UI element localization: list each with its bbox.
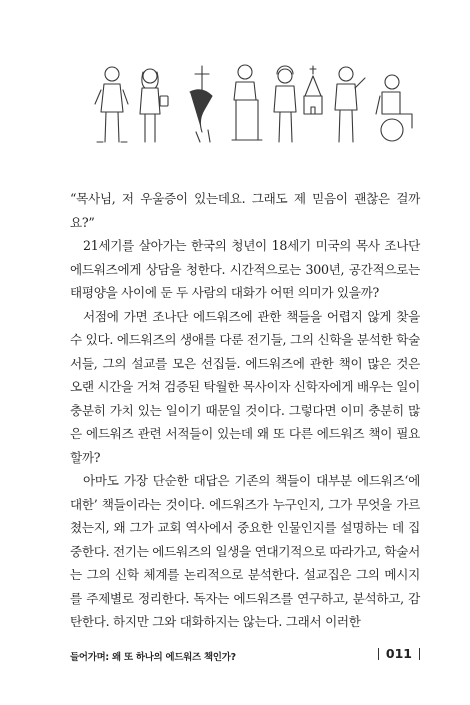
figure-wheelchair-icon [376,75,412,141]
header-illustration [0,0,470,150]
figure-woman-icon [140,69,168,142]
folio-divider [419,648,420,660]
figure-waving-icon [335,67,365,142]
page-number-group [378,646,420,661]
running-title: 들어가며: 왜 또 하나의 에드워즈 책인가? [70,652,236,663]
church-icon [304,66,322,114]
paragraph: 아마도 가장 단순한 대답은 기존의 책들이 대부분 에드워즈‘에 대한’ 책들이라는 것이다. 에드워즈가 누구인지, 그가 무엇을 가르쳤는지, 왜 그가 교회 역사에서 중요한 인물인지를 설명하는 데 집중한다. 전기는 에드워즈의 일생을 연대기적으로 따라가고, 학술서는 그의 신학 체계를 논리적으로 분석한다. 설교집은 그의 메시지를 주제별로 정리한다. 독자는 에드워즈를 연구하고, 분석하고, 감탄한다. 하지만 그와 대화하지는 않는다. 그래서 이러한 [70,473,420,629]
folio-divider [378,648,379,660]
paragraph: 서점에 가면 조나단 에드워즈에 관한 책들을 어렵지 않게 찾을 수 있다. 에드워즈의 생애를 다룬 전기들, 그의 신학을 분석한 학술서들, 그의 설교를 모은 선집들. 에드워즈에 관한 책이 많은 것은 오랜 시간을 거쳐 검증된 탁월한 목사이자 신학자에게 배우는 일이 충분히 가치 있는 일이기 때문일 것이다. 그렇다면 이미 충분히 많은 에드워즈 관련 서적들이 있는데 왜 또 다른 에드워즈 책이 필요할까? [70,308,420,465]
cross-figure-icon [190,66,212,142]
figure-youth-icon [274,66,296,142]
figure-student-icon [95,67,128,142]
opening-quote: “목사님, 저 우울증이 있는데요. 그래도 제 믿음이 괜찮은 걸까요?” [70,191,420,230]
page-number: 011 [385,646,412,661]
page-footer [70,647,420,667]
paragraph: 21세기를 살아가는 한국의 청년이 18세기 미국의 목사 조나단 에드워즈에게 상담을 청한다. 시간적으로는 300년, 공간적으로는 태평양을 사이에 둔 두 사람의 대화가 어떤 의미가 있을까? [70,238,420,300]
figure-preacher-icon [232,65,262,140]
body-text [70,187,420,634]
